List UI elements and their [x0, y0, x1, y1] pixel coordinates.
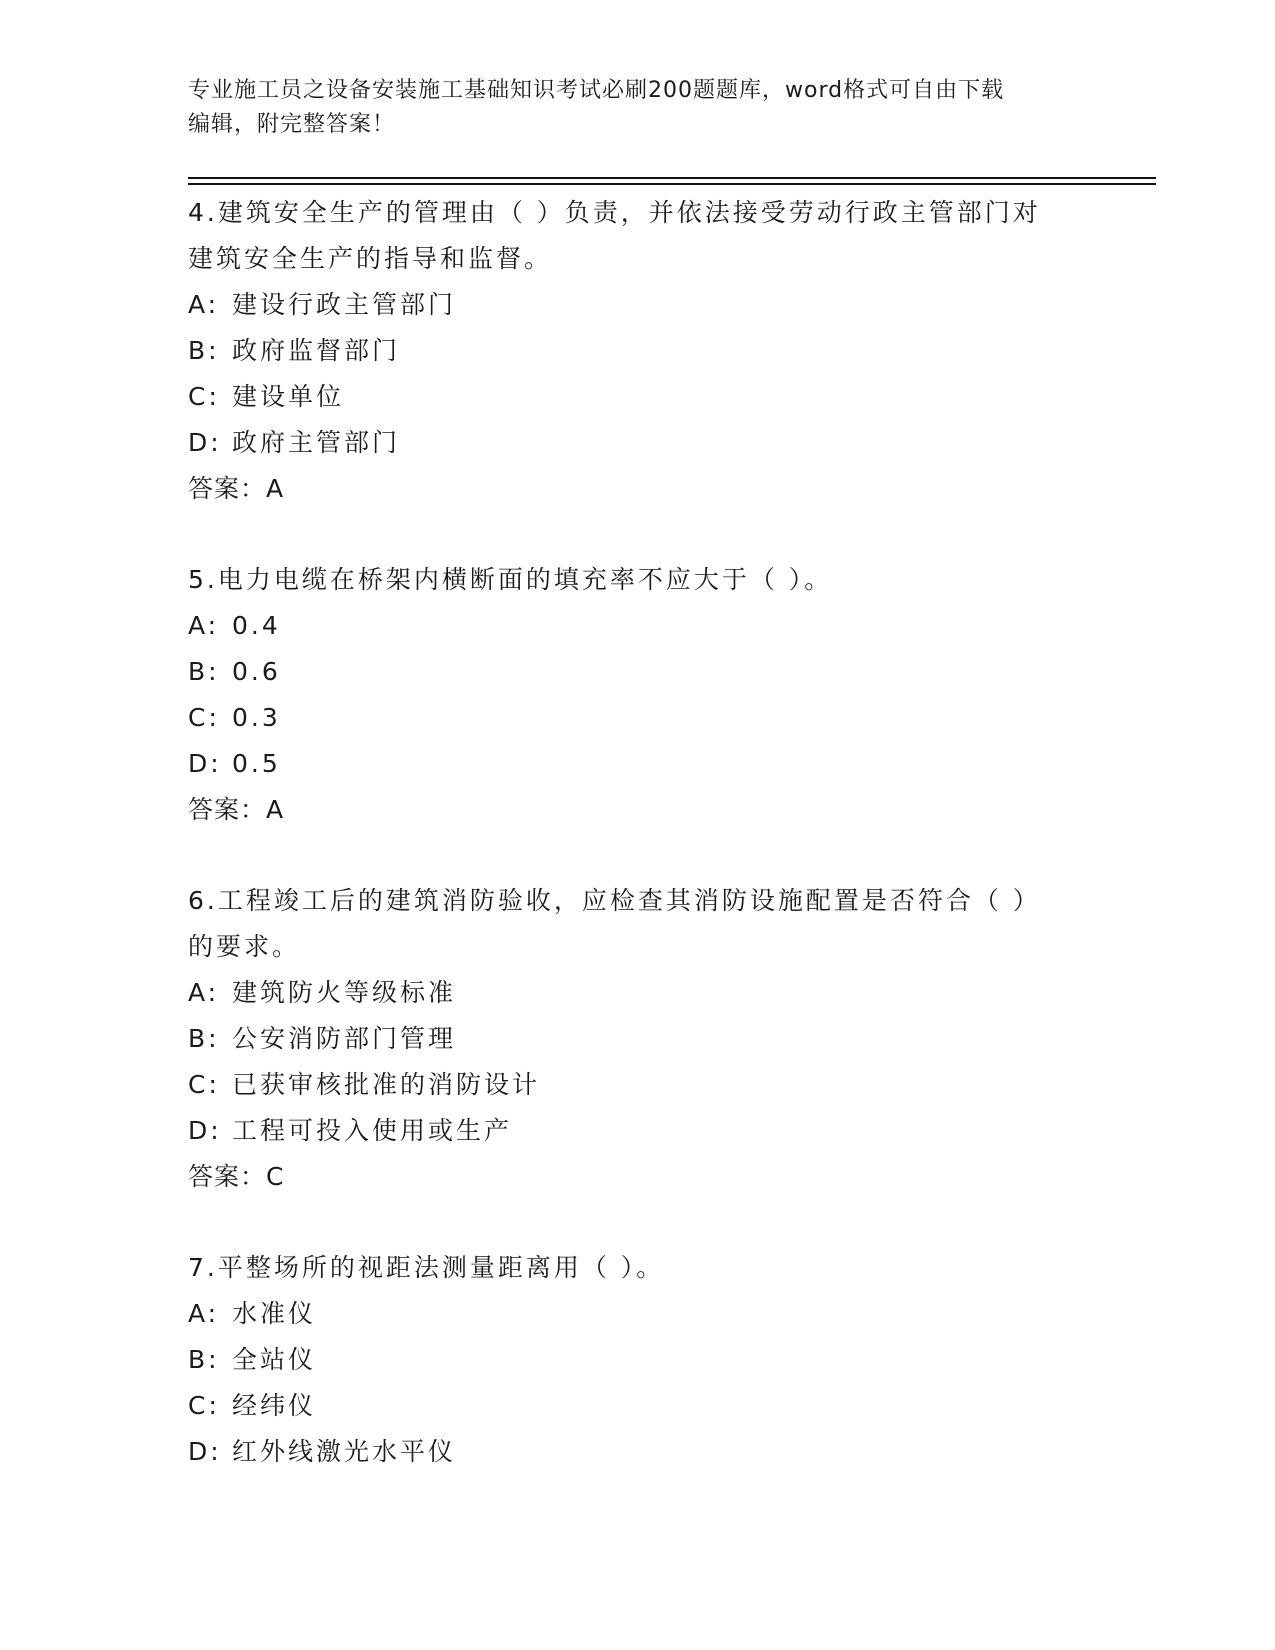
- option-key: B:: [188, 1024, 220, 1053]
- option-b: [188, 1016, 1088, 1062]
- option-c: [188, 374, 1088, 420]
- option-d: [188, 1429, 1088, 1475]
- option-text: 工程可投入使用或生产: [232, 1116, 513, 1145]
- answer-line: 答案：A: [188, 795, 285, 824]
- option-key: B:: [188, 657, 220, 686]
- question-stem-continued: 的要求。: [188, 932, 301, 961]
- option-key: A:: [188, 290, 220, 319]
- option-key: A:: [188, 611, 220, 640]
- option-c: [188, 1383, 1088, 1429]
- question-item: [188, 1245, 1088, 1475]
- question-list: [188, 190, 1088, 1475]
- question-stem-continued: 建筑安全生产的指导和监督。: [188, 244, 553, 273]
- option-b: [188, 649, 1088, 695]
- question-stem: 7.平整场所的视距法测量距离用（ ）。: [188, 1253, 665, 1282]
- option-text: 已获审核批准的消防设计: [232, 1070, 541, 1099]
- option-text: 经纬仪: [232, 1391, 317, 1420]
- option-key: A:: [188, 978, 220, 1007]
- question-item: [188, 878, 1088, 1200]
- option-key: B:: [188, 1345, 220, 1374]
- header-line-2: 编辑，附完整答案！: [188, 112, 396, 137]
- option-a: [188, 603, 1088, 649]
- option-text: 全站仪: [232, 1345, 317, 1374]
- option-text: 0.5: [232, 749, 281, 778]
- header-divider-bottom: [188, 183, 1156, 185]
- option-c: [188, 1062, 1088, 1108]
- option-b: [188, 328, 1088, 374]
- option-key: D:: [188, 749, 222, 778]
- option-a: [188, 282, 1088, 328]
- answer-line: 答案：C: [188, 1162, 285, 1191]
- option-key: C:: [188, 1391, 220, 1420]
- option-text: 建设单位: [232, 382, 345, 411]
- option-text: 政府主管部门: [232, 428, 401, 457]
- question-stem: 5.电力电缆在桥架内横断面的填充率不应大于（ ）。: [188, 565, 833, 594]
- option-text: 建设行政主管部门: [232, 290, 457, 319]
- answer-line: 答案：A: [188, 474, 285, 503]
- option-key: D:: [188, 428, 222, 457]
- question-item: [188, 557, 1088, 833]
- option-d: [188, 741, 1088, 787]
- option-d: [188, 1108, 1088, 1154]
- option-b: [188, 1337, 1088, 1383]
- option-d: [188, 420, 1088, 466]
- question-item: [188, 190, 1088, 512]
- option-key: B:: [188, 336, 220, 365]
- option-text: 0.6: [232, 657, 281, 686]
- question-stem: 6.工程竣工后的建筑消防验收，应检查其消防设施配置是否符合（ ）: [188, 886, 1041, 915]
- option-key: C:: [188, 382, 220, 411]
- question-stem: 4.建筑安全生产的管理由（ ）负责，并依法接受劳动行政主管部门对: [188, 198, 1041, 227]
- option-key: C:: [188, 1070, 220, 1099]
- option-key: D:: [188, 1437, 222, 1466]
- option-text: 红外线激光水平仪: [232, 1437, 457, 1466]
- option-text: 公安消防部门管理: [232, 1024, 457, 1053]
- option-text: 0.4: [232, 611, 281, 640]
- option-text: 水准仪: [232, 1299, 317, 1328]
- option-c: [188, 695, 1088, 741]
- header-line-1: 专业施工员之设备安装施工基础知识考试必刷200题题库，word格式可自由下载: [188, 78, 1005, 103]
- header-divider-top: [188, 177, 1156, 179]
- option-text: 0.3: [232, 703, 281, 732]
- document-header: [188, 74, 1088, 142]
- option-a: [188, 970, 1088, 1016]
- option-text: 建筑防火等级标准: [232, 978, 457, 1007]
- option-key: C:: [188, 703, 220, 732]
- option-text: 政府监督部门: [232, 336, 401, 365]
- option-key: A:: [188, 1299, 220, 1328]
- option-a: [188, 1291, 1088, 1337]
- option-key: D:: [188, 1116, 222, 1145]
